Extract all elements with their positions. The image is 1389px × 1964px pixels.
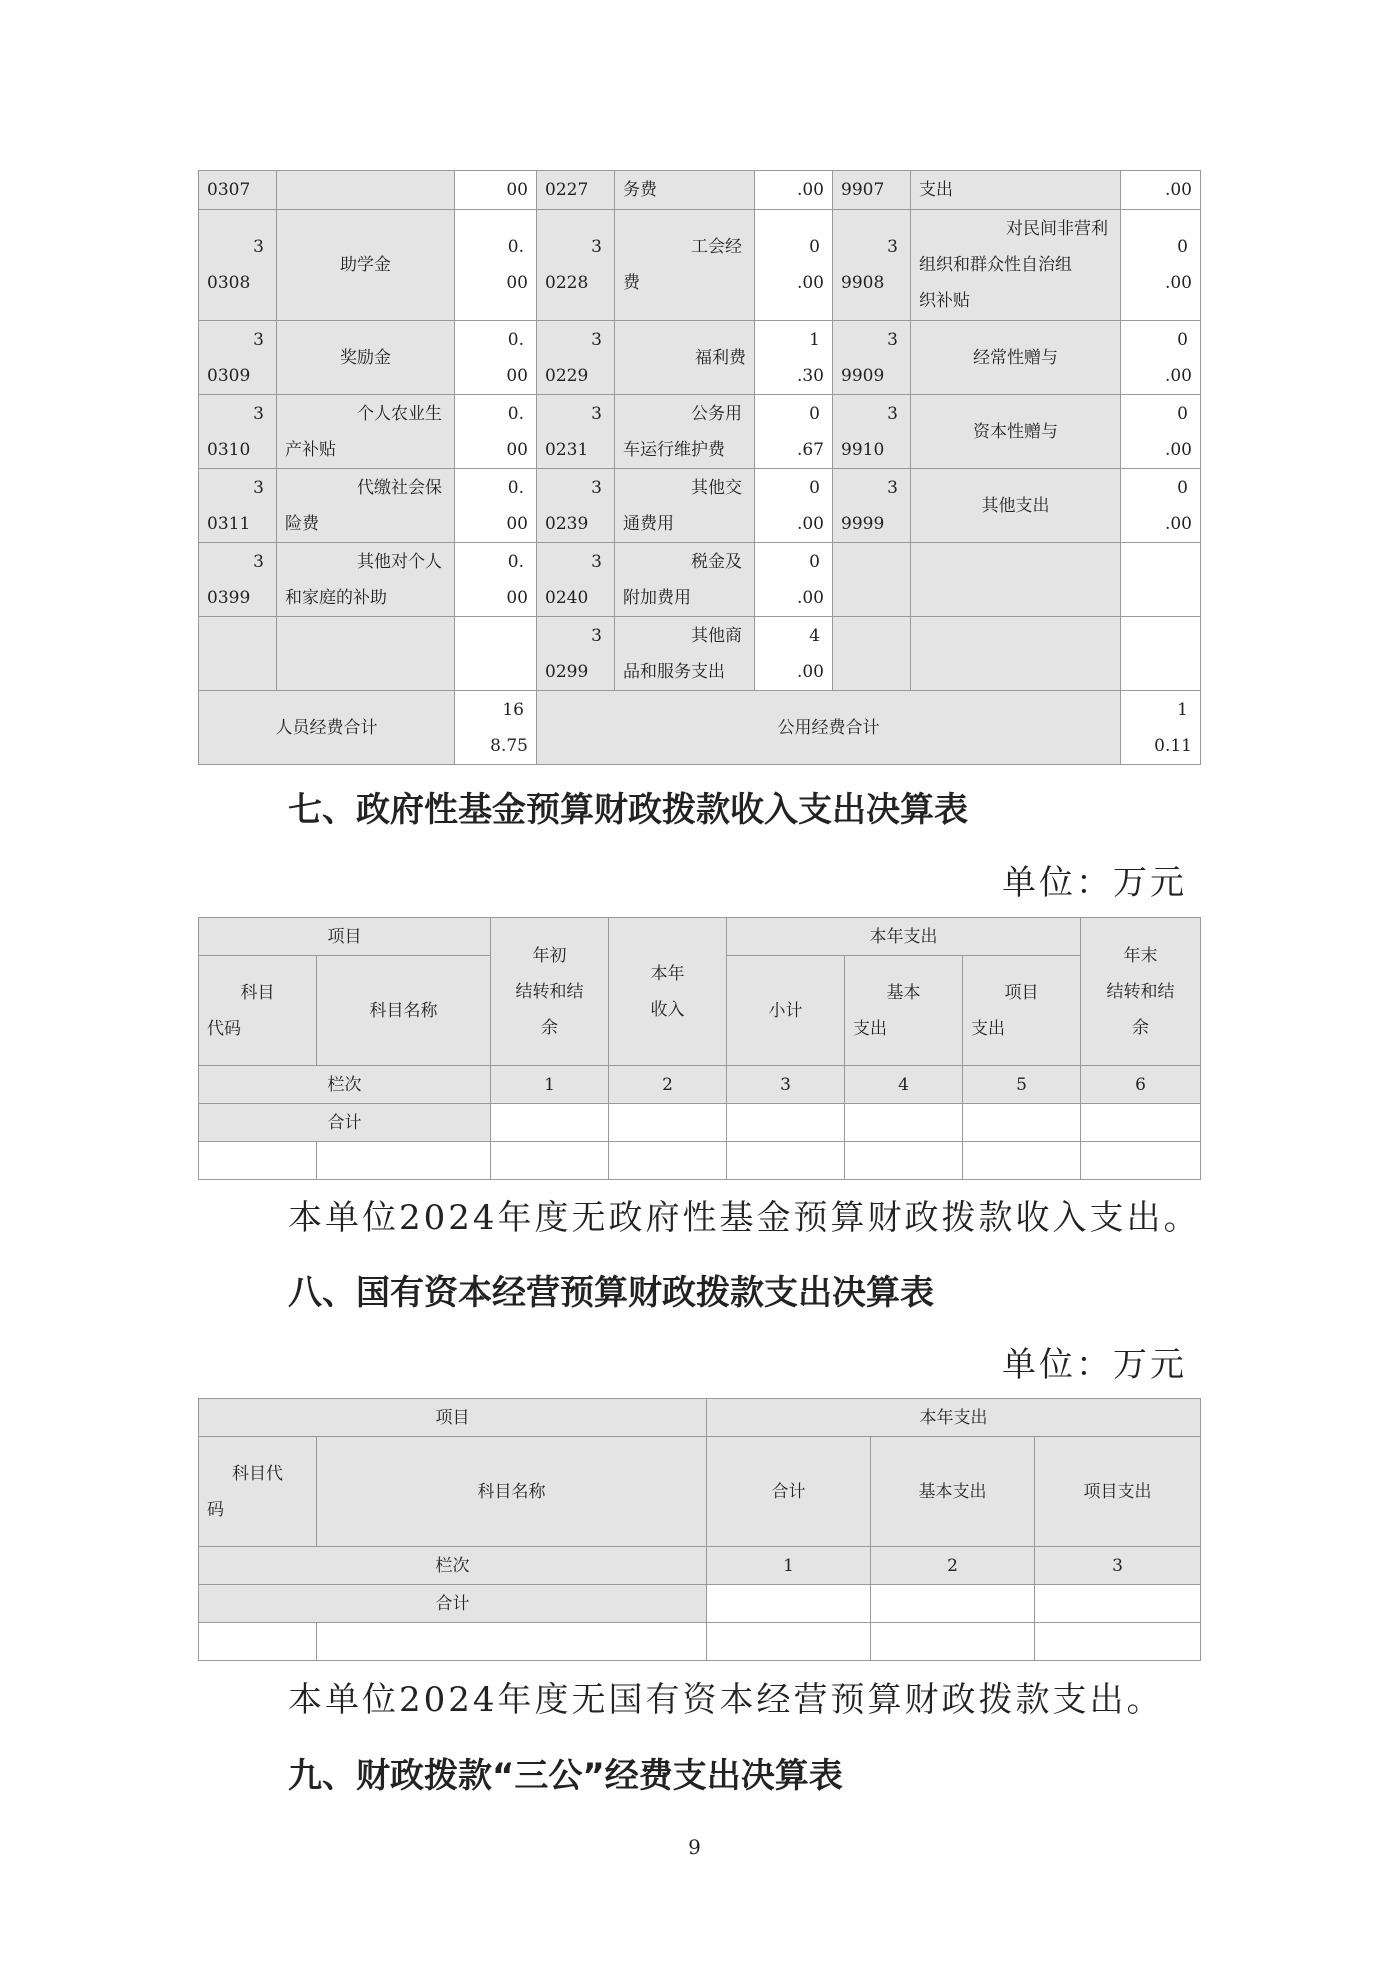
col-num: 2 bbox=[609, 1066, 727, 1104]
cell-name: 代缴社会保 险费 bbox=[277, 469, 455, 543]
cell-name: 税金及 附加费用 bbox=[615, 543, 755, 617]
cell-amount: 0 .00 bbox=[1121, 469, 1201, 543]
cell-amount: 0 .00 bbox=[755, 210, 833, 321]
col-num: 4 bbox=[845, 1066, 963, 1104]
table-row bbox=[199, 210, 1201, 321]
empty-cell bbox=[871, 1585, 1035, 1623]
col-num: 6 bbox=[1081, 1066, 1201, 1104]
table-gov-fund bbox=[198, 917, 1201, 1180]
public-total-value: 1 0.11 bbox=[1121, 691, 1201, 765]
cell-code: 3 0311 bbox=[199, 469, 277, 543]
header-code: 科目 代码 bbox=[199, 956, 317, 1066]
cell-code: 3 0229 bbox=[537, 321, 615, 395]
header-project: 项目 bbox=[199, 918, 491, 956]
section8-note: 本单位2024年度无国有资本经营预算财政拨款支出。 bbox=[288, 1680, 1164, 1720]
personnel-total-label: 人员经费合计 bbox=[199, 691, 455, 765]
cell-amount: 0. 00 bbox=[455, 395, 537, 469]
table-row bbox=[199, 617, 1201, 691]
empty-cell bbox=[707, 1585, 871, 1623]
empty-cell bbox=[1081, 1104, 1201, 1142]
table-row bbox=[199, 171, 1201, 210]
col-num: 1 bbox=[491, 1066, 609, 1104]
header-expense: 本年支出 bbox=[727, 918, 1081, 956]
table-total-row bbox=[199, 691, 1201, 765]
cell-amount: 0 .00 bbox=[755, 543, 833, 617]
cell-amount: 0 .67 bbox=[755, 395, 833, 469]
cell-code: 3 0310 bbox=[199, 395, 277, 469]
cell-name: 福利费 bbox=[615, 321, 755, 395]
cell-amount: 4 .00 bbox=[755, 617, 833, 691]
header-name: 科目名称 bbox=[317, 956, 491, 1066]
cell-code: 3 0231 bbox=[537, 395, 615, 469]
cell-name: 资本性赠与 bbox=[911, 395, 1121, 469]
cell-name: 经常性赠与 bbox=[911, 321, 1121, 395]
empty-cell bbox=[317, 1142, 491, 1180]
header-begin-balance: 年初 结转和结 余 bbox=[491, 918, 609, 1066]
empty-cell bbox=[199, 1623, 317, 1661]
cell-name bbox=[277, 171, 455, 210]
col-num: 2 bbox=[871, 1547, 1035, 1585]
header-project-exp: 项目支出 bbox=[1035, 1437, 1201, 1547]
cell-name: 奖励金 bbox=[277, 321, 455, 395]
page-number: 9 bbox=[688, 1835, 701, 1859]
cell-amount: 1 .30 bbox=[755, 321, 833, 395]
cell-amount: .00 bbox=[755, 171, 833, 210]
cell-name: 其他商 品和服务支出 bbox=[615, 617, 755, 691]
cell-code: 3 0239 bbox=[537, 469, 615, 543]
cell-code: 3 9909 bbox=[833, 321, 911, 395]
row-label: 栏次 bbox=[199, 1066, 491, 1104]
cell-code: 0227 bbox=[537, 171, 615, 210]
empty-cell bbox=[871, 1623, 1035, 1661]
total-label: 合计 bbox=[199, 1104, 491, 1142]
cell-name: 对民间非营利 组织和群众性自治组 织补贴 bbox=[911, 210, 1121, 321]
total-label: 合计 bbox=[199, 1585, 707, 1623]
empty-cell bbox=[491, 1104, 609, 1142]
cell-amount bbox=[455, 617, 537, 691]
header-project: 项目 bbox=[199, 1399, 707, 1437]
cell-amount: 0. 00 bbox=[455, 543, 537, 617]
cell-amount bbox=[1121, 543, 1201, 617]
cell-code bbox=[833, 543, 911, 617]
table-row bbox=[199, 469, 1201, 543]
empty-cell bbox=[707, 1623, 871, 1661]
section8-unit: 单位：万元 bbox=[1002, 1345, 1187, 1385]
cell-name: 其他交 通费用 bbox=[615, 469, 755, 543]
table-row bbox=[199, 395, 1201, 469]
cell-name: 支出 bbox=[911, 171, 1121, 210]
cell-name: 助学金 bbox=[277, 210, 455, 321]
public-total-label: 公用经费合计 bbox=[537, 691, 1121, 765]
col-num: 3 bbox=[1035, 1547, 1201, 1585]
header-code: 科目代 码 bbox=[199, 1437, 317, 1547]
empty-cell bbox=[609, 1142, 727, 1180]
header-subtotal: 小计 bbox=[727, 956, 845, 1066]
cell-name: 务费 bbox=[615, 171, 755, 210]
empty-cell bbox=[491, 1142, 609, 1180]
cell-name bbox=[277, 617, 455, 691]
cell-code: 3 0228 bbox=[537, 210, 615, 321]
empty-cell bbox=[609, 1104, 727, 1142]
empty-cell bbox=[727, 1142, 845, 1180]
empty-cell bbox=[963, 1142, 1081, 1180]
section9-heading: 九、财政拨款“三公”经费支出决算表 bbox=[288, 1756, 843, 1796]
cell-code: 0307 bbox=[199, 171, 277, 210]
cell-amount: 00 bbox=[455, 171, 537, 210]
empty-cell bbox=[845, 1142, 963, 1180]
cell-code bbox=[199, 617, 277, 691]
cell-name: 公务用 车运行维护费 bbox=[615, 395, 755, 469]
col-num: 5 bbox=[963, 1066, 1081, 1104]
empty-cell bbox=[199, 1142, 317, 1180]
cell-name bbox=[911, 543, 1121, 617]
col-num: 1 bbox=[707, 1547, 871, 1585]
cell-code: 3 9910 bbox=[833, 395, 911, 469]
cell-amount: 0. 00 bbox=[455, 210, 537, 321]
cell-amount: .00 bbox=[1121, 171, 1201, 210]
cell-code: 3 0240 bbox=[537, 543, 615, 617]
header-income: 本年 收入 bbox=[609, 918, 727, 1066]
section8-heading: 八、国有资本经营预算财政拨款支出决算表 bbox=[288, 1273, 934, 1313]
empty-cell bbox=[317, 1623, 707, 1661]
header-basic: 基本 支出 bbox=[845, 956, 963, 1066]
cell-code: 3 9999 bbox=[833, 469, 911, 543]
cell-name: 其他对个人 和家庭的补助 bbox=[277, 543, 455, 617]
header-basic: 基本支出 bbox=[871, 1437, 1035, 1547]
empty-cell bbox=[1035, 1585, 1201, 1623]
cell-amount: 0. 00 bbox=[455, 469, 537, 543]
row-label: 栏次 bbox=[199, 1547, 707, 1585]
cell-code: 3 0308 bbox=[199, 210, 277, 321]
cell-amount: 0. 00 bbox=[455, 321, 537, 395]
personnel-total-value: 16 8.75 bbox=[455, 691, 537, 765]
section7-unit: 单位：万元 bbox=[1002, 863, 1187, 903]
cell-code: 3 0309 bbox=[199, 321, 277, 395]
cell-amount bbox=[1121, 617, 1201, 691]
header-name: 科目名称 bbox=[317, 1437, 707, 1547]
col-num: 3 bbox=[727, 1066, 845, 1104]
cell-amount: 0 .00 bbox=[1121, 321, 1201, 395]
cell-name bbox=[911, 617, 1121, 691]
cell-code: 3 0299 bbox=[537, 617, 615, 691]
empty-cell bbox=[845, 1104, 963, 1142]
cell-code: 9907 bbox=[833, 171, 911, 210]
cell-amount: 0 .00 bbox=[1121, 395, 1201, 469]
cell-amount: 0 .00 bbox=[755, 469, 833, 543]
table-row bbox=[199, 321, 1201, 395]
cell-amount: 0 .00 bbox=[1121, 210, 1201, 321]
cell-code: 3 9908 bbox=[833, 210, 911, 321]
table-basic-expenditure-continued bbox=[198, 170, 1201, 765]
section7-note: 本单位2024年度无政府性基金预算财政拨款收入支出。 bbox=[288, 1198, 1201, 1238]
cell-code: 3 0399 bbox=[199, 543, 277, 617]
table-row bbox=[199, 543, 1201, 617]
empty-cell bbox=[963, 1104, 1081, 1142]
cell-name: 个人农业生 产补贴 bbox=[277, 395, 455, 469]
section7-heading: 七、政府性基金预算财政拨款收入支出决算表 bbox=[288, 790, 968, 830]
empty-cell bbox=[1035, 1623, 1201, 1661]
header-project-exp: 项目 支出 bbox=[963, 956, 1081, 1066]
empty-cell bbox=[727, 1104, 845, 1142]
table-state-capital bbox=[198, 1398, 1201, 1661]
cell-name: 其他支出 bbox=[911, 469, 1121, 543]
header-total: 合计 bbox=[707, 1437, 871, 1547]
cell-code bbox=[833, 617, 911, 691]
header-expense: 本年支出 bbox=[707, 1399, 1201, 1437]
cell-name: 工会经 费 bbox=[615, 210, 755, 321]
empty-cell bbox=[1081, 1142, 1201, 1180]
header-end-balance: 年末 结转和结 余 bbox=[1081, 918, 1201, 1066]
